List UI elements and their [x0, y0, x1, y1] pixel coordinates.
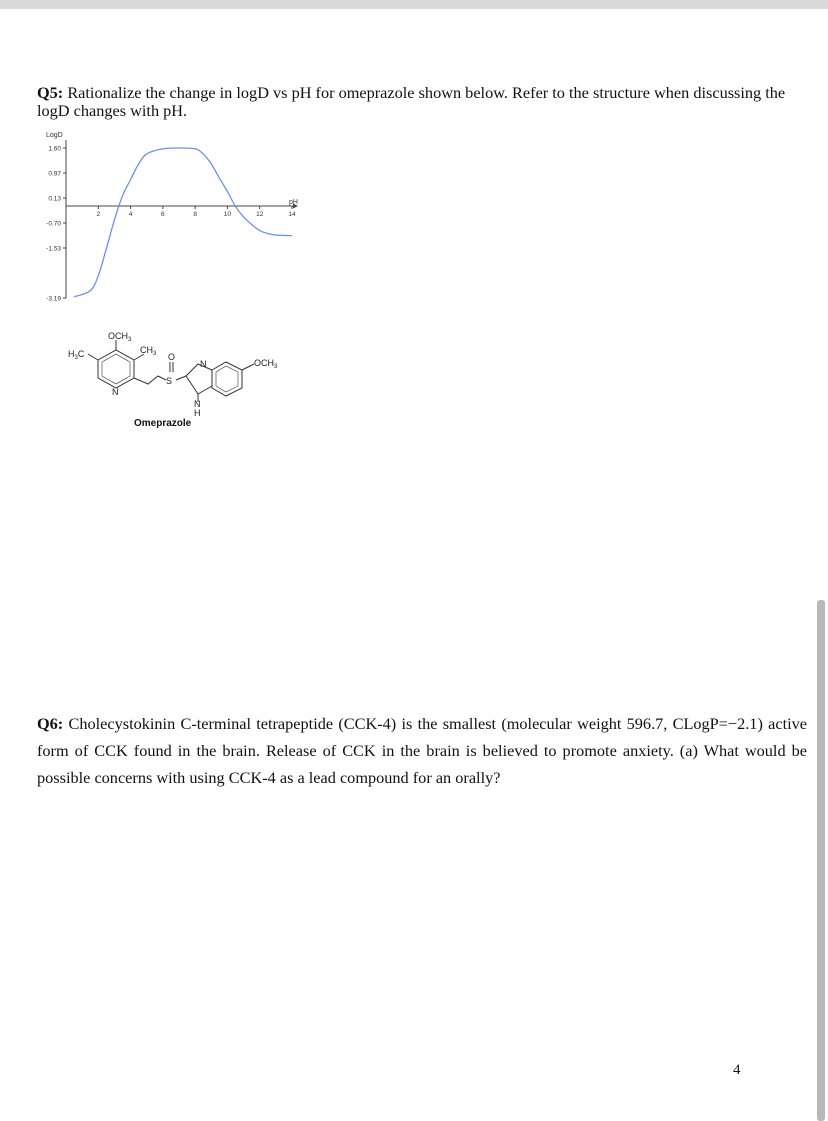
label-h3c: $H_3C$	[68, 349, 85, 361]
benzene-ring	[212, 362, 242, 396]
x-tick-label: 14	[288, 211, 296, 218]
bond-ch3-left	[88, 354, 98, 360]
page-number: 4	[733, 1062, 741, 1078]
pyridine-inner-bonds	[102, 354, 130, 384]
y-tick-label: 1.60	[48, 145, 61, 153]
label-ch3: $CH_3$	[140, 345, 157, 357]
question-5-text: Rationalize the change in logD vs pH for omeprazole shown below. Refer to the structure when discussing the logD changes with pH.	[37, 83, 786, 120]
y-tick-label: 0.97	[48, 170, 61, 178]
label-och3-top: $OCH_3$	[108, 331, 132, 343]
x-tick-label: 4	[128, 211, 133, 218]
bond-ch2-s	[134, 376, 166, 384]
top-band	[0, 0, 828, 9]
x-tick-label: 6	[161, 211, 165, 218]
y-tick-label: -0.70	[46, 220, 61, 228]
label-n-pyridine: N	[112, 387, 119, 397]
x-axis-label: pH	[289, 199, 298, 206]
x-tick-label: 8	[193, 211, 197, 218]
x-tick-label: 2	[96, 211, 101, 218]
chart-series	[74, 148, 292, 297]
y-tick-label: -3.19	[46, 295, 61, 303]
x-tick-label: 12	[256, 211, 264, 218]
y-tick-label: 0.13	[48, 195, 61, 203]
label-nh-n: N	[194, 399, 201, 409]
structure-caption: Omeprazole	[134, 418, 192, 429]
bond-och3-right	[242, 364, 254, 370]
chart-ticks	[46, 146, 296, 303]
x-tick-label: 10	[223, 211, 232, 218]
chart-axes	[66, 140, 298, 298]
label-n-imidazole: N	[200, 359, 207, 369]
question-6-label: Q6:	[37, 714, 64, 733]
label-och3-right: $OCH_3$	[254, 358, 278, 370]
logd-ph-chart	[30, 126, 305, 311]
y-tick-label: -1.53	[46, 245, 61, 253]
omeprazole-structure	[60, 326, 300, 436]
series-line-omeprazole-logD	[74, 148, 292, 297]
pyridine-ring	[98, 350, 134, 388]
label-nh-h: H	[194, 408, 201, 418]
bond-s-c2	[176, 376, 186, 380]
question-5	[37, 84, 807, 120]
label-s: S	[166, 376, 173, 386]
question-6	[37, 710, 807, 791]
question-5-label: Q5:	[37, 83, 64, 102]
label-o: O	[168, 352, 176, 362]
benzene-inner-bonds	[216, 366, 238, 392]
question-6-text: Cholecystokinin C-terminal tetrapeptide (CCK-4) is the smallest (molecular weight 596.7, CLogP=−2.1) active form of CCK found in the brain. Release of CCK in the brain is believed to promote anxiety. (a) What would be possible concerns with using CCK-4 as a lead compound for an orally?	[37, 714, 807, 787]
scrollbar[interactable]	[817, 600, 825, 1121]
imidazole-ring	[186, 364, 212, 394]
y-axis-label: LogD	[46, 132, 63, 139]
